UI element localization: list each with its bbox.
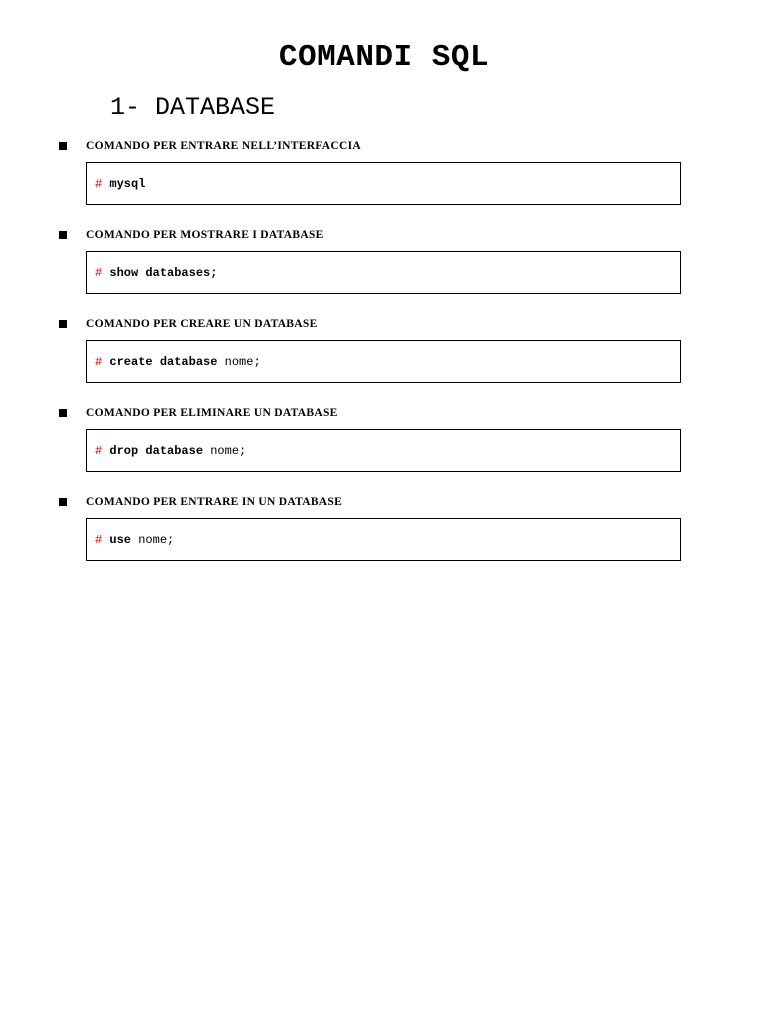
code-line bbox=[95, 355, 261, 369]
code-box bbox=[86, 429, 681, 472]
list-item bbox=[0, 495, 768, 575]
code-line bbox=[95, 444, 246, 458]
sql-argument: nome; bbox=[210, 444, 247, 458]
section-heading: 1- DATABASE bbox=[110, 93, 276, 122]
list-item bbox=[0, 139, 768, 219]
code-line bbox=[95, 533, 174, 547]
sql-command: drop database bbox=[109, 444, 204, 458]
page-title: COMANDI SQL bbox=[278, 40, 490, 75]
code-box bbox=[86, 518, 681, 561]
sql-command: create database bbox=[109, 355, 218, 369]
square-bullet-icon bbox=[59, 320, 67, 328]
command-description: COMANDO PER ENTRARE NELL’INTERFACCIA bbox=[86, 140, 362, 152]
code-line bbox=[95, 266, 217, 280]
list-item bbox=[0, 406, 768, 486]
sql-argument: nome; bbox=[224, 355, 261, 369]
command-description: COMANDO PER ENTRARE IN UN DATABASE bbox=[86, 496, 343, 508]
list-item bbox=[0, 228, 768, 308]
square-bullet-icon bbox=[59, 409, 67, 417]
square-bullet-icon bbox=[59, 231, 67, 239]
prompt-symbol: # bbox=[95, 355, 103, 369]
square-bullet-icon bbox=[59, 142, 67, 150]
code-box bbox=[86, 340, 681, 383]
command-description: COMANDO PER MOSTRARE I DATABASE bbox=[86, 229, 324, 241]
sql-command: mysql bbox=[109, 177, 146, 191]
sql-command: show databases; bbox=[109, 266, 218, 280]
prompt-symbol: # bbox=[95, 533, 103, 547]
prompt-symbol: # bbox=[95, 177, 103, 191]
sql-argument: nome; bbox=[138, 533, 175, 547]
list-item bbox=[0, 317, 768, 397]
command-description: COMANDO PER CREARE UN DATABASE bbox=[86, 318, 318, 330]
code-line bbox=[95, 177, 145, 191]
prompt-symbol: # bbox=[95, 266, 103, 280]
square-bullet-icon bbox=[59, 498, 67, 506]
sql-command: use bbox=[109, 533, 132, 547]
code-box bbox=[86, 251, 681, 294]
command-description: COMANDO PER ELIMINARE UN DATABASE bbox=[86, 407, 338, 419]
prompt-symbol: # bbox=[95, 444, 103, 458]
code-box bbox=[86, 162, 681, 205]
